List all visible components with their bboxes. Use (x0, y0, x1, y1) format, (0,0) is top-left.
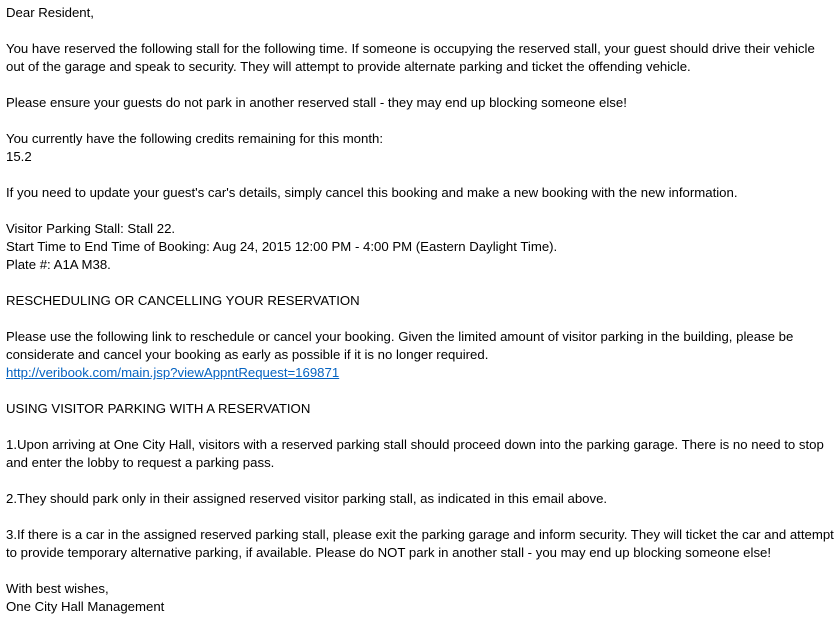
reschedule-heading: RESCHEDULING OR CANCELLING YOUR RESERVATION (6, 293, 360, 308)
using-step-2: 2.They should park only in their assigned reserved visitor parking stall, as indicated in this email above. (6, 491, 608, 506)
reschedule-text: Please use the following link to reschedule or cancel your booking. Given the limited amount of visitor parking in the building, please be considerate and cancel your booking as early as possible if it is no longer required. (6, 329, 794, 362)
email-body (6, 4, 834, 616)
credits-value: 15.2 (6, 149, 32, 164)
using-step-1: 1.Upon arriving at One City Hall, visitors with a reserved parking stall should proceed down into the parking garage. There is no need to stop and enter the lobby to request a parking pass. (6, 437, 824, 470)
warning-paragraph: Please ensure your guests do not park in another reserved stall - they may end up blocking someone else! (6, 95, 627, 110)
closing-block (6, 580, 834, 616)
update-note: If you need to update your guest's car's details, simply cancel this booking and make a new booking with the new information. (6, 185, 738, 200)
closing-signature: One City Hall Management (6, 599, 165, 614)
using-step-3: 3.If there is a car in the assigned reserved parking stall, please exit the parking garage and inform security. They will ticket the car and attempt to provide temporary alternative parking, if available. Please do NOT park in another stall - you may end up blocking someone else! (6, 527, 834, 560)
booking-details (6, 220, 834, 274)
credits-block (6, 130, 834, 166)
intro-paragraph: You have reserved the following stall for the following time. If someone is occupying the reserved stall, your guest should drive their vehicle out of the garage and speak to security. They will attempt to provide alternate parking and ticket the offending vehicle. (6, 41, 815, 74)
using-heading: USING VISITOR PARKING WITH A RESERVATION (6, 401, 311, 416)
credits-label: You currently have the following credits remaining for this month: (6, 131, 384, 146)
greeting: Dear Resident, (6, 5, 94, 20)
booking-plate: Plate #: A1A M38. (6, 257, 111, 272)
booking-time: Start Time to End Time of Booking: Aug 24, 2015 12:00 PM - 4:00 PM (Eastern Daylight Time). (6, 239, 558, 254)
booking-stall: Visitor Parking Stall: Stall 22. (6, 221, 176, 236)
closing-salutation: With best wishes, (6, 581, 109, 596)
reschedule-block (6, 328, 834, 382)
reschedule-link[interactable]: http://veribook.com/main.jsp?viewAppntRequest=169871 (6, 365, 340, 380)
